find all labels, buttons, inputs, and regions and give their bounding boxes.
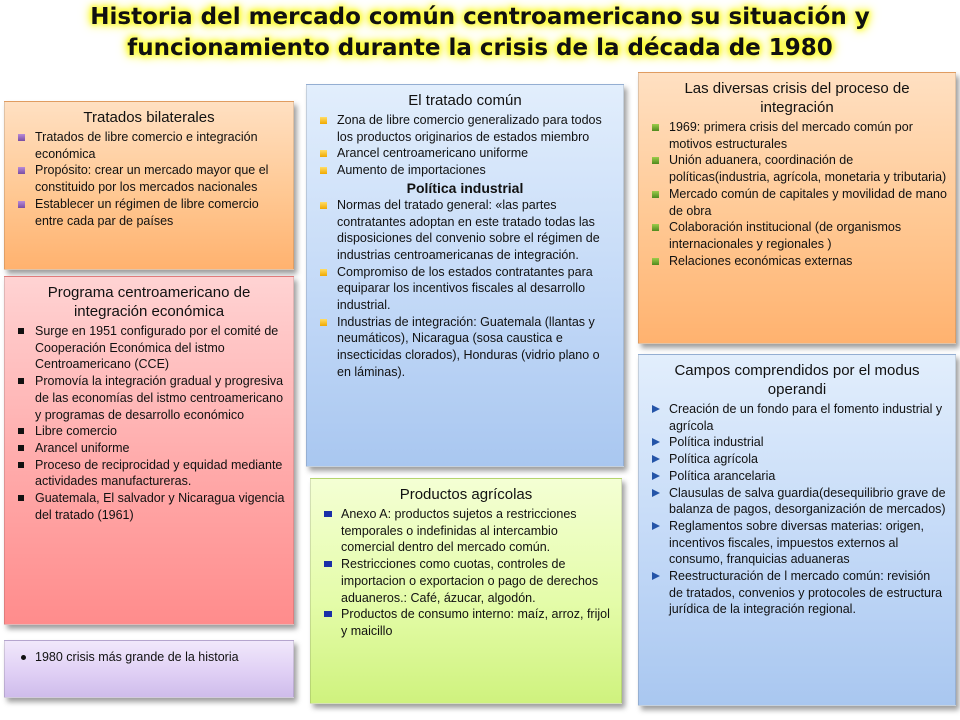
list-item: Tratados de libre comercio e integración económica	[13, 129, 285, 162]
list-item: Industrias de integración: Guatemala (llantas y neumáticos), Nicaragua (sosa caustica e insecticidas clorados), Honduras (vidrio plano o en láminas).	[315, 314, 615, 381]
list-item: Surge en 1951 configurado por el comité de Cooperación Económica del istmo Centroamericano (CCE)	[13, 323, 285, 373]
box-title-diversas-crisis: Las diversas crisis del proceso de integración	[684, 80, 910, 116]
square-bullet-icon	[320, 150, 327, 157]
list-item: Arancel uniforme	[13, 440, 285, 457]
square-bullet-icon	[320, 117, 327, 124]
list-crisis-1980	[13, 649, 285, 666]
box-title-tratado-comun: El tratado común	[408, 92, 522, 109]
square-bullet-icon	[324, 561, 332, 567]
square-bullet-icon	[320, 167, 327, 174]
list-item: Propósito: crear un mercado mayor que el constituido por los mercados nacionales	[13, 162, 285, 195]
list-item: Establecer un régimen de libre comercio entre cada par de países	[13, 196, 285, 229]
square-bullet-icon	[652, 157, 659, 164]
list-item: Política arancelaria	[647, 468, 947, 485]
list-campos	[647, 401, 947, 618]
box-title-productos-agricolas: Productos agrícolas	[399, 486, 533, 503]
list-item: Normas del tratado general: «las partes contratantes adoptan en este tratado todas las disposiciones del convenio sobre el régimen de industrias centroamericanas de integración.	[315, 197, 615, 264]
list-item: Reestructuración de l mercado común: revisión de tratados, convenios y protocoles de estructura jurídica de la integración regional.	[647, 568, 947, 618]
list-item: Guatemala, El salvador y Nicaragua vigencia del tratado (1961)	[13, 490, 285, 523]
square-bullet-icon	[652, 224, 659, 231]
square-bullet-icon	[18, 428, 24, 434]
list-politica-industrial	[315, 197, 615, 381]
square-bullet-icon	[652, 124, 659, 131]
slide-title-line-2: funcionamiento durante la crisis de la década de 1980	[127, 35, 833, 61]
list-item: Libre comercio	[13, 423, 285, 440]
list-item: Colaboración institucional (de organismos internacionales y regionales )	[647, 219, 947, 252]
list-item: Clausulas de salva guardia(desequilibrio grave de balanza de pagos, desorganización de mercados)	[647, 485, 947, 518]
box-programa-centroamericano	[4, 276, 294, 625]
box-diversas-crisis	[638, 72, 956, 344]
square-bullet-icon	[320, 269, 327, 276]
triangle-bullet-icon	[652, 405, 660, 413]
list-tratado-comun-general	[315, 112, 615, 179]
square-bullet-icon	[18, 462, 24, 468]
list-item: Promovía la integración gradual y progresiva de las economías del istmo centroamericano y programas de desarrollo económico	[13, 373, 285, 423]
list-item: Anexo A: productos sujetos a restricciones temporales o indefinidas al intercambio comercial dentro del mercado común.	[319, 506, 613, 556]
list-item: Política industrial	[647, 434, 947, 451]
list-item: Mercado común de capitales y movilidad de mano de obra	[647, 186, 947, 219]
list-item: 1969: primera crisis del mercado común por motivos estructurales	[647, 119, 947, 152]
list-item: Proceso de reciprocidad y equidad mediante actividades manufactureras.	[13, 457, 285, 490]
triangle-bullet-icon	[652, 455, 660, 463]
list-item: Arancel centroamericano uniforme	[315, 145, 615, 162]
list-item: Compromiso de los estados contratantes para equiparar los incentivos fiscales al desarrollo industrial.	[315, 264, 615, 314]
triangle-bullet-icon	[652, 438, 660, 446]
square-bullet-icon	[324, 511, 332, 517]
square-bullet-icon	[18, 201, 25, 208]
square-bullet-icon	[652, 258, 659, 265]
list-item: 1980 crisis más grande de la historia	[13, 649, 285, 666]
box-tratados-bilaterales	[4, 101, 294, 270]
triangle-bullet-icon	[652, 489, 660, 497]
square-bullet-icon	[18, 328, 24, 334]
square-bullet-icon	[18, 445, 24, 451]
box-title-campos: Campos comprendidos por el modus operandi	[674, 362, 920, 398]
list-productos-agricolas	[319, 506, 613, 640]
slide-title	[0, 2, 960, 64]
square-bullet-icon	[324, 611, 332, 617]
square-bullet-icon	[18, 495, 24, 501]
box-campos-modus-operandi	[638, 354, 956, 706]
list-item: Aumento de importaciones	[315, 162, 615, 179]
square-bullet-icon	[652, 191, 659, 198]
list-item: Creación de un fondo para el fomento industrial y agrícola	[647, 401, 947, 434]
list-item: Política agrícola	[647, 451, 947, 468]
round-bullet-icon	[21, 655, 26, 660]
box-tratado-comun	[306, 84, 624, 467]
box-title-programa: Programa centroamericano de integración económica	[47, 284, 251, 320]
square-bullet-icon	[18, 378, 24, 384]
list-item: Productos de consumo interno: maíz, arroz, frijol y maicillo	[319, 606, 613, 639]
list-programa	[13, 323, 285, 523]
list-tratados-bilaterales	[13, 129, 285, 229]
list-item: Unión aduanera, coordinación de políticas(industria, agrícola, monetaria y tributaria)	[647, 152, 947, 185]
triangle-bullet-icon	[652, 472, 660, 480]
subheading-politica-industrial: Política industrial	[406, 179, 524, 196]
square-bullet-icon	[320, 202, 327, 209]
square-bullet-icon	[320, 319, 327, 326]
list-item: Restricciones como cuotas, controles de importacion o exportacion o pago de derechos aduaneros.: Café, ázucar, algodón.	[319, 556, 613, 606]
slide-title-line-1: Historia del mercado común centroamericano su situación y	[90, 4, 870, 30]
triangle-bullet-icon	[652, 572, 660, 580]
box-productos-agricolas	[310, 478, 622, 704]
triangle-bullet-icon	[652, 522, 660, 530]
list-item: Relaciones económicas externas	[647, 253, 947, 270]
box-crisis-1980	[4, 640, 294, 698]
list-item: Reglamentos sobre diversas materias: origen, incentivos fiscales, impuestos externos al consumo, franquicias aduaneras	[647, 518, 947, 568]
list-diversas-crisis	[647, 119, 947, 269]
box-title-tratados-bilaterales: Tratados bilaterales	[83, 109, 215, 126]
square-bullet-icon	[18, 134, 25, 141]
square-bullet-icon	[18, 167, 25, 174]
list-item: Zona de libre comercio generalizado para todos los productos originarios de estados miembro	[315, 112, 615, 145]
